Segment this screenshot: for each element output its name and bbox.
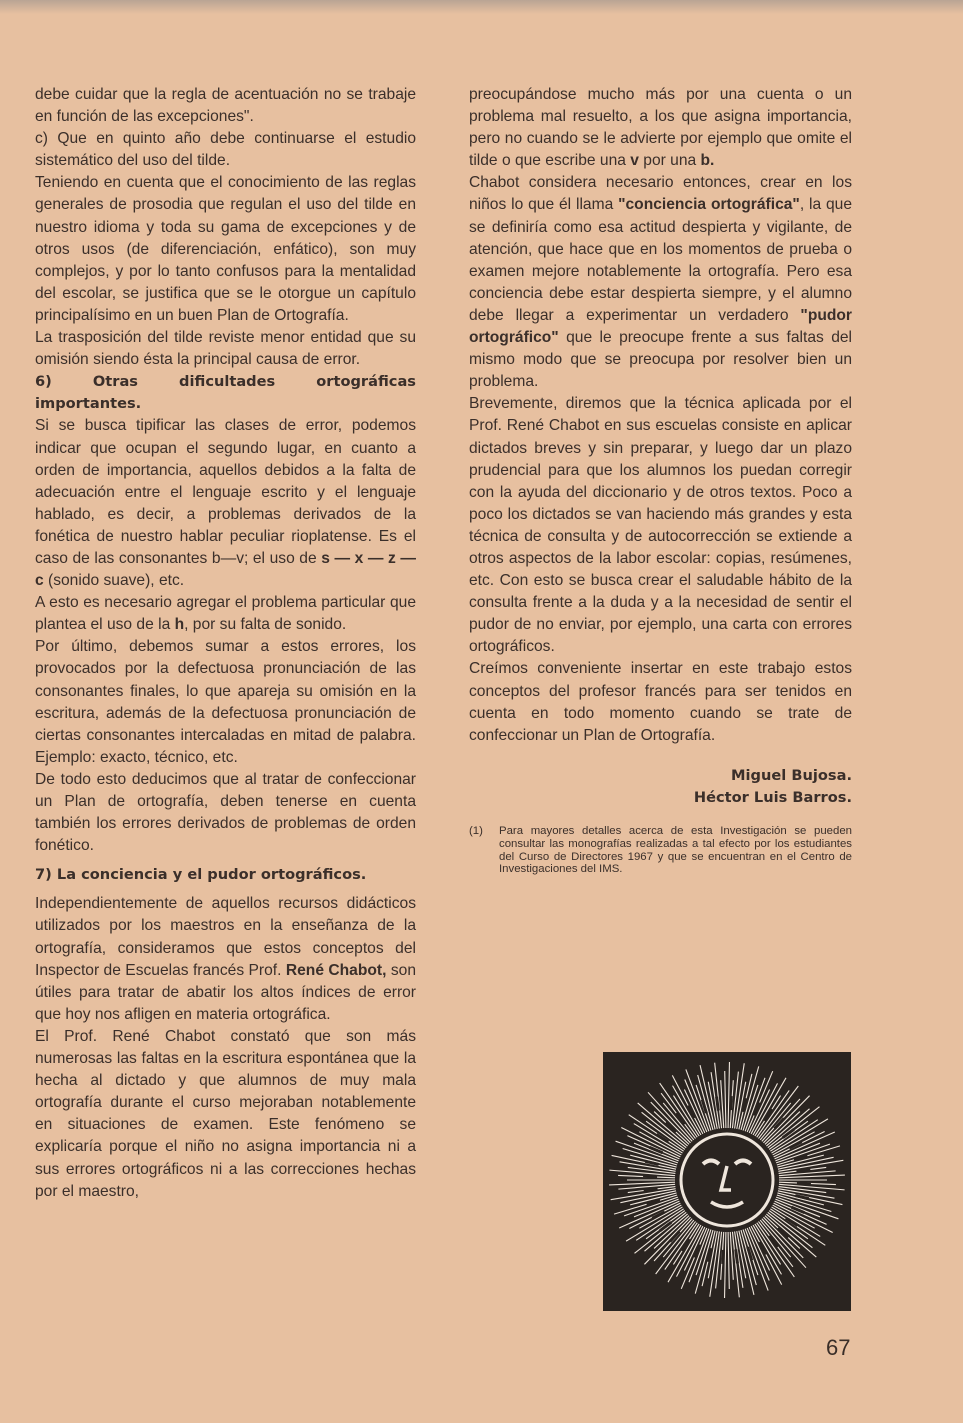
paragraph: debe cuidar que la regla de acentuación no se trabaje en función de las excepciones". — [35, 86, 416, 126]
paragraph: Teniendo en cuenta que el conocimiento de las reglas generales de prosodia que regulan el uso del tilde en nuestro idioma y toda su gama de excepciones y de otros usos (de diferenciación, enfático), son muy complejos, y por lo tanto confusos para la mentalidad del escolar, se justifica que se le otorgue un capítulo principalísimo en un buen Plan de Ortografía. — [35, 174, 416, 324]
paragraph: c) Que en quinto año debe continuarse el estudio sistemático del uso del tilde. — [35, 130, 416, 170]
footnote — [469, 825, 852, 876]
scan-top-edge — [0, 0, 963, 14]
right-column — [469, 84, 852, 876]
paragraph: Si se busca tipificar las clases de error, podemos indicar que ocupan el segundo lugar, en cuanto a orden de importancia, aquellos debidos a la falta de adecuación entre el lenguaje escrito y el lenguaje hablado, es decir, a problemas derivados de la fonética de nuestro hablar peculiar rioplatense. Es el caso de las consonantes b—v; el uso de s — x — z — c (sonido suave), etc. — [35, 417, 417, 590]
paragraph: Por último, debemos sumar a estos errores, los provocados por la defectuosa pronunciación de las consonantes finales, lo que apareja su omisión en la escritura, además de la defectuosa pronunciación de ciertas consonantes intercaladas en mitad de palabra. Ejemplo: exacto, técnico, etc. — [35, 638, 416, 766]
author-2: Héctor Luis Barros. — [693, 788, 852, 806]
paragraph: El Prof. René Chabot constató que son más numerosas las faltas en la escritura espontánea que la hecha al dictado y que alumnos de muy mala ortografía durante el curso mejoraban notablemente en situaciones de examen. Este fenómeno se explicaría porque el niño no asigna importancia ni a sus errores ortográficos ni a las correcciones hechas por el maestro, — [35, 1027, 416, 1200]
author-1: Miguel Bujosa. — [731, 766, 852, 784]
paragraph: Brevemente, diremos que la técnica aplicada por el Prof. René Chabot en sus escuelas consiste en aplicar dictados breves y sin preparar, y luego dar un plazo prudencial para que los alumnos los puedan corregir con la ayuda del diccionario y de otros textos. Poco a poco los dictados se van haciendo más grandes y esta técnica de consulta y de autocorrección se extiende a otros aspectos de la labor escolar: copias, resúmenes, etc. Con esto se busca crear el saludable hábito de la consulta frente a la duda y a la necesidad de sentir el pudor de no enviar, por ejemplo, una carta con errores ortográficos. — [469, 395, 852, 656]
paragraph: De todo esto deducimos que al tratar de confeccionar un Plan de ortografía, deben tenerse en cuenta también los errores derivados de problemas de orden fonético. — [35, 770, 416, 855]
paragraph: Independientemente de aquellos recursos didácticos utilizados por los maestros en la enseñanza de la ortografía, consideramos que estos conceptos del Inspector de Escuelas francés Prof. René Chabot, son útiles para tratar de abatir los altos índices de error que hoy nos afligen en materia ortográfica. — [35, 895, 416, 1023]
left-column — [35, 84, 416, 1203]
footnote-mark: (1) — [469, 825, 483, 837]
paragraph: Chabot considera necesario entonces, crear en los niños lo que él llama "conciencia ortográfica", la que se definiría como esa actitud despierta y vigilante, de atención, que hace que en los momentos de prueba o examen mejore notablemente la ortografía. Pero esa conciencia debe estar despierta siempre, y el alumno debe llegar a experimentar un verdadero "pudor ortográfico" que le preocupe frente a sus faltas del mismo modo que se preocupa por resolver bien un problema. — [469, 174, 853, 391]
page-number: 67 — [826, 1335, 851, 1360]
sun-emblem-image — [603, 1052, 851, 1311]
section-heading-6: 6) Otras dificultades ortográficas importantes. — [35, 373, 416, 413]
footnote-text: Para mayores detalles acerca de esta Investigación se pueden consultar las monografías realizadas a tal efecto por los estudiantes del Curso de Directores 1967 y que se encuentran en el Centro de Investigaciones del IMS. — [499, 825, 852, 876]
paragraph: A esto es necesario agregar el problema particular que plantea el uso de la h, por su falta de sonido. — [35, 594, 416, 634]
paragraph: La trasposición del tilde reviste menor entidad que su omisión siendo ésta la principal causa de error. — [35, 329, 416, 369]
section-heading-7: 7) La conciencia y el pudor ortográficos. — [35, 866, 367, 884]
sun-face-icon — [603, 1052, 851, 1311]
paragraph: preocupándose mucho más por una cuenta o un problema mal resuelto, a los que asigna importancia, pero no cuando se le advierte por ejemplo que omite el tilde o que escribe una v por una b. — [469, 86, 852, 170]
paragraph: Creímos conveniente insertar en este trabajo estos conceptos del profesor francés para ser tenidos en cuenta en todo momento cuando se trate de confeccionar un Plan de Ortografía. — [469, 660, 852, 744]
